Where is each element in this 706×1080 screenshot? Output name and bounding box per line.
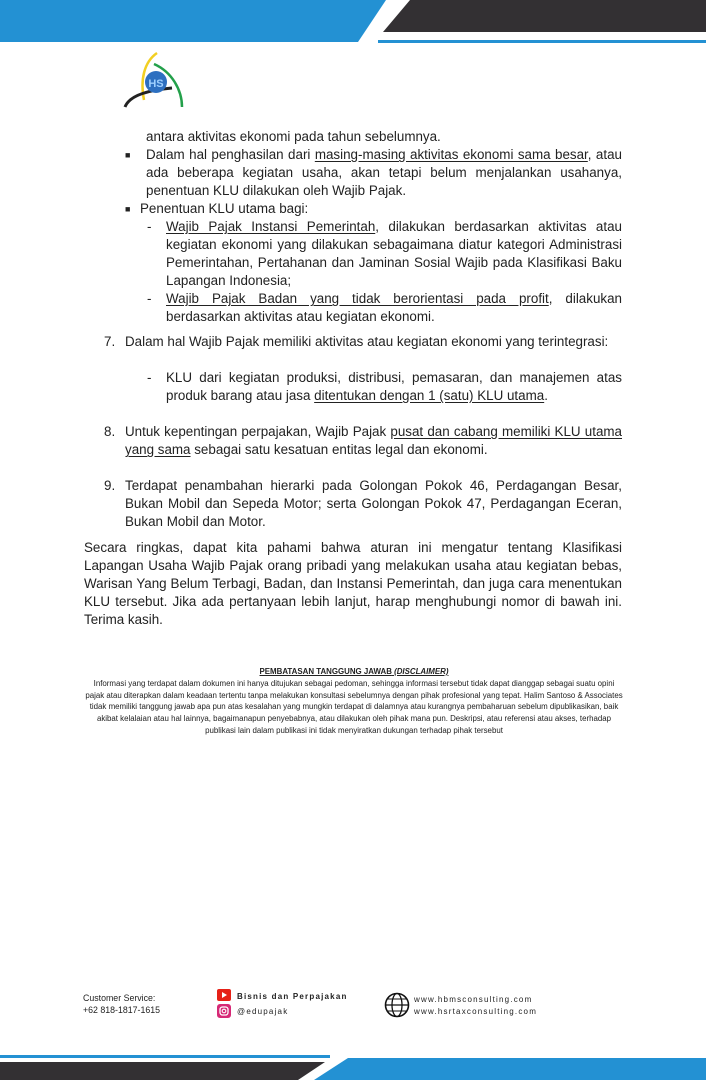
item-number: 8. [104, 424, 116, 439]
underlined-text: Wajib Pajak Instansi Pemerintah [166, 219, 376, 234]
header-banner [0, 0, 706, 50]
text: , dilakukan berdasarkan aktivitas atau kegiatan ekonomi yang dilakukan sebagaimana diatur kategori Administrasi Pemerintahan, Pertahanan dan Jaminan Sosial Wajib pada Klasifikasi Baku Lapangan Indonesia; [166, 219, 622, 288]
svg-text:HS: HS [148, 78, 164, 90]
company-logo [122, 50, 188, 110]
text: sebagai satu kesatuan entitas legal dan ekonomi. [190, 442, 488, 457]
numbered-paragraph [125, 423, 622, 459]
dash-marker: - [147, 291, 152, 306]
item-number: 9. [104, 478, 116, 493]
text: , dilakukan berdasarkan aktivitas atau kegiatan ekonomi. [166, 291, 622, 324]
underlined-text: Wajib Pajak Badan yang tidak berorientasi pada profit [166, 291, 549, 306]
dash-marker: - [147, 219, 152, 234]
customer-service [83, 992, 160, 1016]
sub-paragraph [166, 218, 622, 290]
summary-paragraph: Secara ringkas, dapat kita pahami bahwa aturan ini mengatur tentang Klasifikasi Lapangan Usaha Wajib Pajak orang pribadi yang melakukan usaha atau kegiatan bebas, Warisan Yang Belum Terbagi, Badan, dan Instansi Pemerintah, dan juga cara menentukan KLU tersebut. Jika ada pertanyaan lebih lanjut, harap menghubungi nomor di bawah ini. Terima kasih. [84, 540, 622, 627]
underlined-text: ditentukan dengan 1 (satu) KLU utama [314, 388, 545, 403]
bullet-icon: ■ [125, 204, 131, 214]
bullet-paragraph: Penentuan KLU utama bagi: [140, 201, 309, 216]
numbered-paragraph: Dalam hal Wajib Pajak memiliki aktivitas atau kegiatan ekonomi yang terintegrasi: [125, 334, 609, 349]
text: Untuk kepentingan perpajakan, Wajib Pajak [125, 424, 391, 439]
disclaimer-title: PEMBATASAN TANGGUNG JAWAB (DISCLAIMER) [259, 667, 449, 676]
instagram-handle[interactable]: @edupajak [237, 1007, 289, 1016]
underlined-text: pusat dan cabang memiliki KLU utama yang sama [125, 424, 623, 457]
underlined-text: masing-masing aktivitas ekonomi sama besar [314, 147, 588, 162]
intro-line: antara aktivitas ekonomi pada tahun sebelumnya. [146, 129, 441, 144]
text: Dalam hal penghasilan dari [146, 147, 315, 162]
bullet-icon: ■ [125, 150, 131, 160]
youtube-icon [217, 989, 231, 1001]
instagram-icon [217, 1004, 231, 1018]
sub-paragraph [166, 369, 622, 405]
cs-label: Customer Service: [83, 993, 156, 1003]
dash-marker: - [147, 370, 152, 385]
text: , atau ada beberapa kegiatan usaha, akan tetapi belum menjalankan usahanya, penentuan KLU dilakukan oleh Wajib Pajak. [146, 147, 622, 198]
sub-paragraph [166, 290, 622, 326]
item-number: 7. [104, 334, 116, 349]
disclaimer-body: Informasi yang terdapat dalam dokumen ini hanya ditujukan sebagai pedoman, sehingga informasi tersebut tidak dapat dianggap sebagai suatu opini pajak atau diterapkan dalam keadaan tertentu tanpa melakukan konsultasi sebelumnya dengan pihak profesional yang tepat. Halim Santoso & Associates tidak memiliki tanggung jawab apa pun atas kesalahan yang mungkin terdapat di dalamnya atau kurangnya pembaharuan sebelum dipublikasikan, baik akibat kelalaian atau hal lainnya, bagaimanapun penyebabnya, atau dilakukan oleh pihak mana pun. Deskripsi, atau referensi atau akses, terhadap publikasi lain dalam publikasi ini tidak menyiratkan dukungan terhadap pihak tersebut [85, 678, 623, 735]
youtube-channel[interactable]: Bisnis dan Perpajakan [237, 992, 348, 1001]
website-link[interactable]: www.hbmsconsulting.com [414, 995, 533, 1004]
disclaimer [84, 666, 624, 737]
bullet-paragraph [146, 146, 622, 200]
globe-icon [384, 992, 410, 1018]
footer-banner [0, 1050, 706, 1080]
numbered-paragraph: Terdapat penambahan hierarki pada Golongan Pokok 46, Perdagangan Besar, Bukan Mobil dan Sepeda Motor; serta Golongan Pokok 47, Perdagangan Eceran, Bukan Mobil dan Motor. [125, 478, 622, 529]
text: . [544, 388, 548, 403]
text: KLU dari kegiatan produksi, distribusi, pemasaran, dan manajemen atas produk barang atau jasa [166, 370, 622, 403]
website-link[interactable]: www.hsrtaxconsulting.com [414, 1007, 538, 1016]
cs-phone: +62 818-1817-1615 [83, 1005, 161, 1015]
